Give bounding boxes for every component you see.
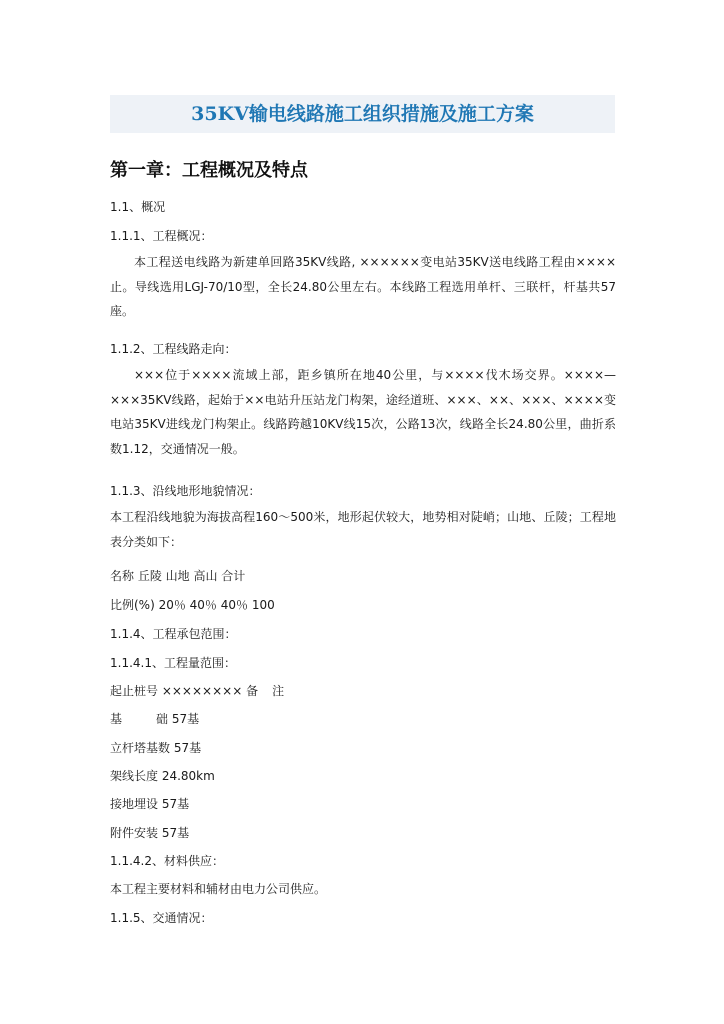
route-paragraph: ×××位于××××流域上部，距乡镇所在地40公里，与××××伐木场交界。××××—×××35KV线路，起始于××电站升压站龙门构架，途经道班、×××、××、×××、××××变电站35KV进线龙门构架止。线路跨越10KV线15次，公路13次，线路全长24.80公里，曲折系数1.12，交通情况一般。 xyxy=(110,368,616,456)
section-1-1-4-1-heading: 1.1.4.1、工程量范围： xyxy=(110,656,236,670)
section-1-1-heading: 1.1、概况 xyxy=(110,200,166,214)
project-overview-paragraph: 本工程送电线路为新建单回路35KV线路, ××××××变电站35KV送电线路工程由××××止。导线选用LGJ-70/10型，全长24.80公里左右。本线路工程选用单杆、三联杆，杆基共57座。 xyxy=(110,255,616,318)
section-1-1-2-heading: 1.1.2、工程线路走向： xyxy=(110,342,237,356)
section-1-1-1-heading: 1.1.1、工程概况： xyxy=(110,229,213,243)
materials-paragraph: 本工程主要材料和辅材由电力公司供应。 xyxy=(110,882,327,896)
scope-row-fittings: 附件安装 57基 xyxy=(110,826,190,840)
scope-row-stringing: 架线长度 24.80km xyxy=(110,769,215,783)
terrain-table-header: 名称 丘陵 山地 高山 合计 xyxy=(110,569,246,583)
scope-header-label: 起止桩号 ×××××××× 备 xyxy=(110,684,259,698)
scope-table-header xyxy=(110,683,284,699)
section-1-1-4-heading: 1.1.4、工程承包范围： xyxy=(110,627,237,641)
section-1-1-4-2-heading: 1.1.4.2、材料供应： xyxy=(110,854,224,868)
chapter-heading: 第一章：工程概况及特点 xyxy=(110,160,308,181)
scope-row-foundation-a: 基 xyxy=(110,712,123,726)
scope-row-foundation-b: 础 57基 xyxy=(156,712,200,726)
terrain-paragraph: 本工程沿线地貌为海拔高程160～500米，地形起伏较大，地势相对陡峭；山地、丘陵；工程地表分类如下： xyxy=(110,510,616,549)
document-title: 35KV输电线路施工组织措施及施工方案 xyxy=(191,103,534,125)
section-1-1-3-heading: 1.1.3、沿线地形地貌情况： xyxy=(110,484,261,498)
scope-row-foundation xyxy=(110,711,199,727)
scope-row-grounding: 接地埋设 57基 xyxy=(110,797,190,811)
section-1-1-5-heading: 1.1.5、交通情况： xyxy=(110,911,213,925)
terrain-table-ratio-row: 比例(%) 20％ 40％ 40％ 100 xyxy=(110,598,275,612)
scope-header-note: 注 xyxy=(272,684,285,698)
scope-row-towers: 立杆塔基数 57基 xyxy=(110,741,202,755)
